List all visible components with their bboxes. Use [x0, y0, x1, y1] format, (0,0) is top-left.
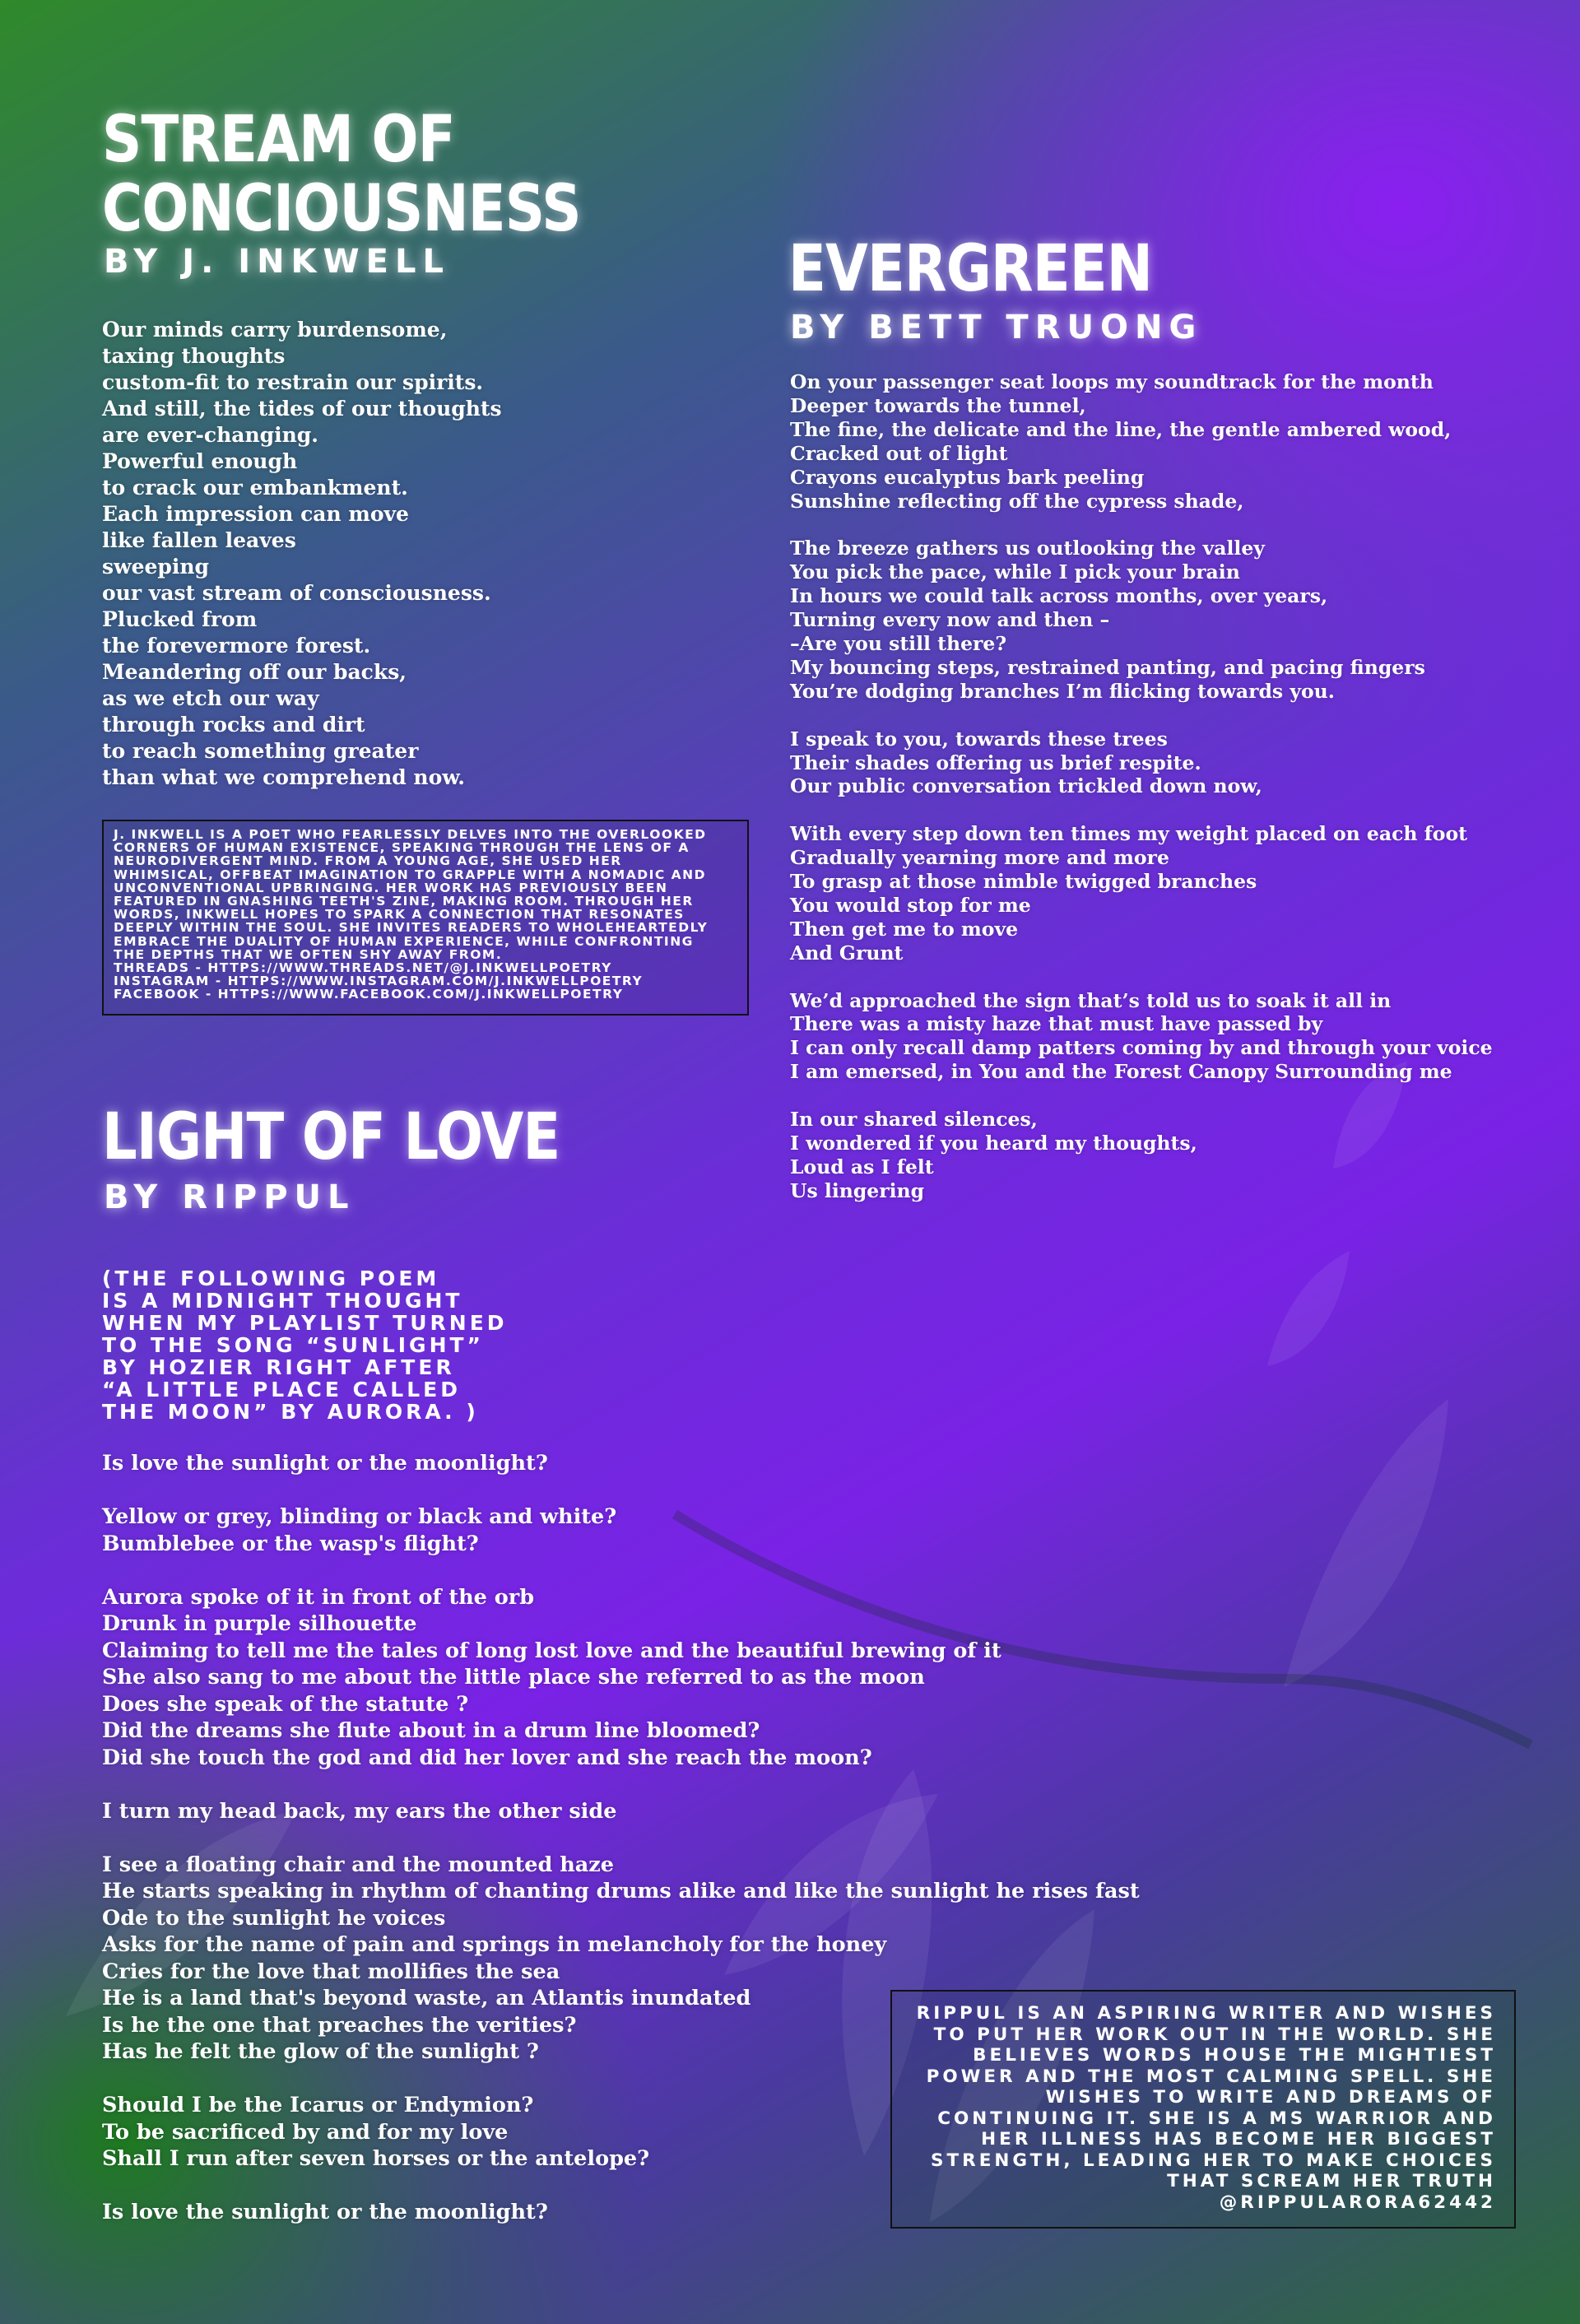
stream-title-line1: STREAM OF — [102, 103, 455, 177]
stream-title — [102, 105, 581, 244]
stream-byline: BY J. INKWELL — [104, 243, 450, 281]
stream-poem: Our minds carry burdensome, taxing thoughts custom-fit to restrain our spirits. And still, the tides of our thoughts are ever-changing. Powerful enough to crack our embankment. Each impression can move like fallen leaves sweeping our vast stream of consciousness. Plucked from the forevermore forest. Meandering off our backs, as we etch our way through rocks and dirt to reach something greater than what we comprehend now. — [102, 318, 502, 789]
light-title: LIGHT OF LOVE — [102, 1100, 560, 1174]
stream-bio-box: J. INKWELL IS A POET WHO FEARLESSLY DELVES INTO THE OVERLOOKED CORNERS OF HUMAN EXISTENCE, SPEAKING THROUGH THE LENS OF A NEURODIVERGENT MIND. FROM A YOUNG AGE, SHE USED HER WHIMSICAL, OFFBEAT IMAGINATION TO GRAPPLE WITH A NOMADIC AND UNCONVENTIONAL UPBRINGING. HER WORK HAS PREVIOUSLY BEEN FEATURED IN GNASHING TEETH'S ZINE, MAKING ROOM. THROUGH HER WORDS, INKWELL HOPES TO SPARK A CONNECTION THAT RESONATES DEEPLY WITHIN THE SOUL. SHE INVITES READERS TO WHOLEHEARTEDLY EMBRACE THE DUALITY OF HUMAN EXPERIENCE, WHILE CONFRONTING THE DEPTHS THAT WE OFTEN SHY AWAY FROM. THREADS - HTTPS://WWW.THREADS.NET/@J.INKWELLPOETRY INSTAGRAM - HTTPS://WWW.INSTAGRAM.COM/J.INKWELLPOETRY FACEBOOK - HTTPS://WWW.FACEBOOK.COM/J.INKWELLPOETRY — [102, 820, 749, 1016]
stream-title-line2: CONCIOUSNESS — [102, 172, 581, 246]
leaf-shape — [1267, 1251, 1350, 1366]
evergreen-title: EVERGREEN — [788, 232, 1152, 306]
rippul-bio-box: RIPPUL IS AN ASPIRING WRITER AND WISHES TO PUT HER WORK OUT IN THE WORLD. SHE BELIEVES WORDS HOUSE THE MIGHTIEST POWER AND THE MOST CALMING SPELL. SHE WISHES TO WRITE AND DREAMS OF CONTINUING IT. SHE IS A MS WARRIOR AND HER ILLNESS HAS BECOME HER BIGGEST STRENGTH, LEADING HER TO MAKE CHOICES THAT SCREAM HER TRUTH @RIPPULARORA62442 — [890, 1990, 1516, 2229]
light-byline: BY RIPPUL — [104, 1178, 356, 1216]
light-intro: (THE FOLLOWING POEM IS A MIDNIGHT THOUGHT WHEN MY PLAYLIST TURNED TO THE SONG “SUNLIGHT” BY HOZIER RIGHT AFTER “A LITTLE PLACE CALLED THE MOON” BY AURORA. ) — [102, 1267, 508, 1424]
evergreen-byline: BY BETT TRUONG — [790, 309, 1203, 346]
leaf-shape — [1284, 1399, 1448, 1687]
light-poem: Is love the sunlight or the moonlight? Yellow or grey, blinding or black and white? Bumblebee or the wasp's flight? Aurora spoke of it in front of the orb Drunk in purple silhouette Claiming to tell me the tales of long lost love and the beautiful brewing of it She also sang to me about the little place she referred to as the moon Does she speak of the statute ? Did the dreams she flute about in a drum line bloomed? Did she touch the god and did her lover and she reach the moon? I turn my head back, my ears the other side I see a floating chair and the mounted haze He starts speaking in rhythm of chanting drums alike and like the sunlight he rises fast Ode to the sunlight he voices Asks for the name of pain and springs in melancholy for the honey Cries for the love that mollifies the sea He is a land that's beyond waste, an Atlantis inundated Is he the one that preaches the verities? Has he felt the glow of the sunlight ? Should I be the Icarus or Endymion? To be sacrificed by and for my love Shall I run after seven horses or the antelope? Is love the sunlight or the moonlight? — [102, 1451, 1140, 2224]
evergreen-poem: On your passenger seat loops my soundtrack for the month Deeper towards the tunnel, The fine, the delicate and the line, the gentle ambered wood, Cracked out of light Crayons eucalyptus bark peeling Sunshine reflecting off the cypress shade, The breeze gathers us outlooking the valley You pick the pace, while I pick your brain In hours we could talk across months, over years, Turning every now and then – –Are you still there? My bouncing steps, restrained panting, and pacing fingers You’re dodging branches I’m flicking towards you. I speak to you, towards these trees Their shades offering us brief respite. Our public conversation trickled down now, With every step down ten times my weight placed on each foot Gradually yearning more and more To grasp at those nimble twigged branches You would stop for me Then get me to move And Grunt We’d approached the sign that’s told us to soak it all in There was a misty haze that must have passed by I can only recall damp patters coming by and through your voice I am emersed, in You and the Forest Canopy Surrounding me In our shared silences, I wondered if you heard my thoughts, Loud as I felt Us lingering — [790, 370, 1493, 1202]
